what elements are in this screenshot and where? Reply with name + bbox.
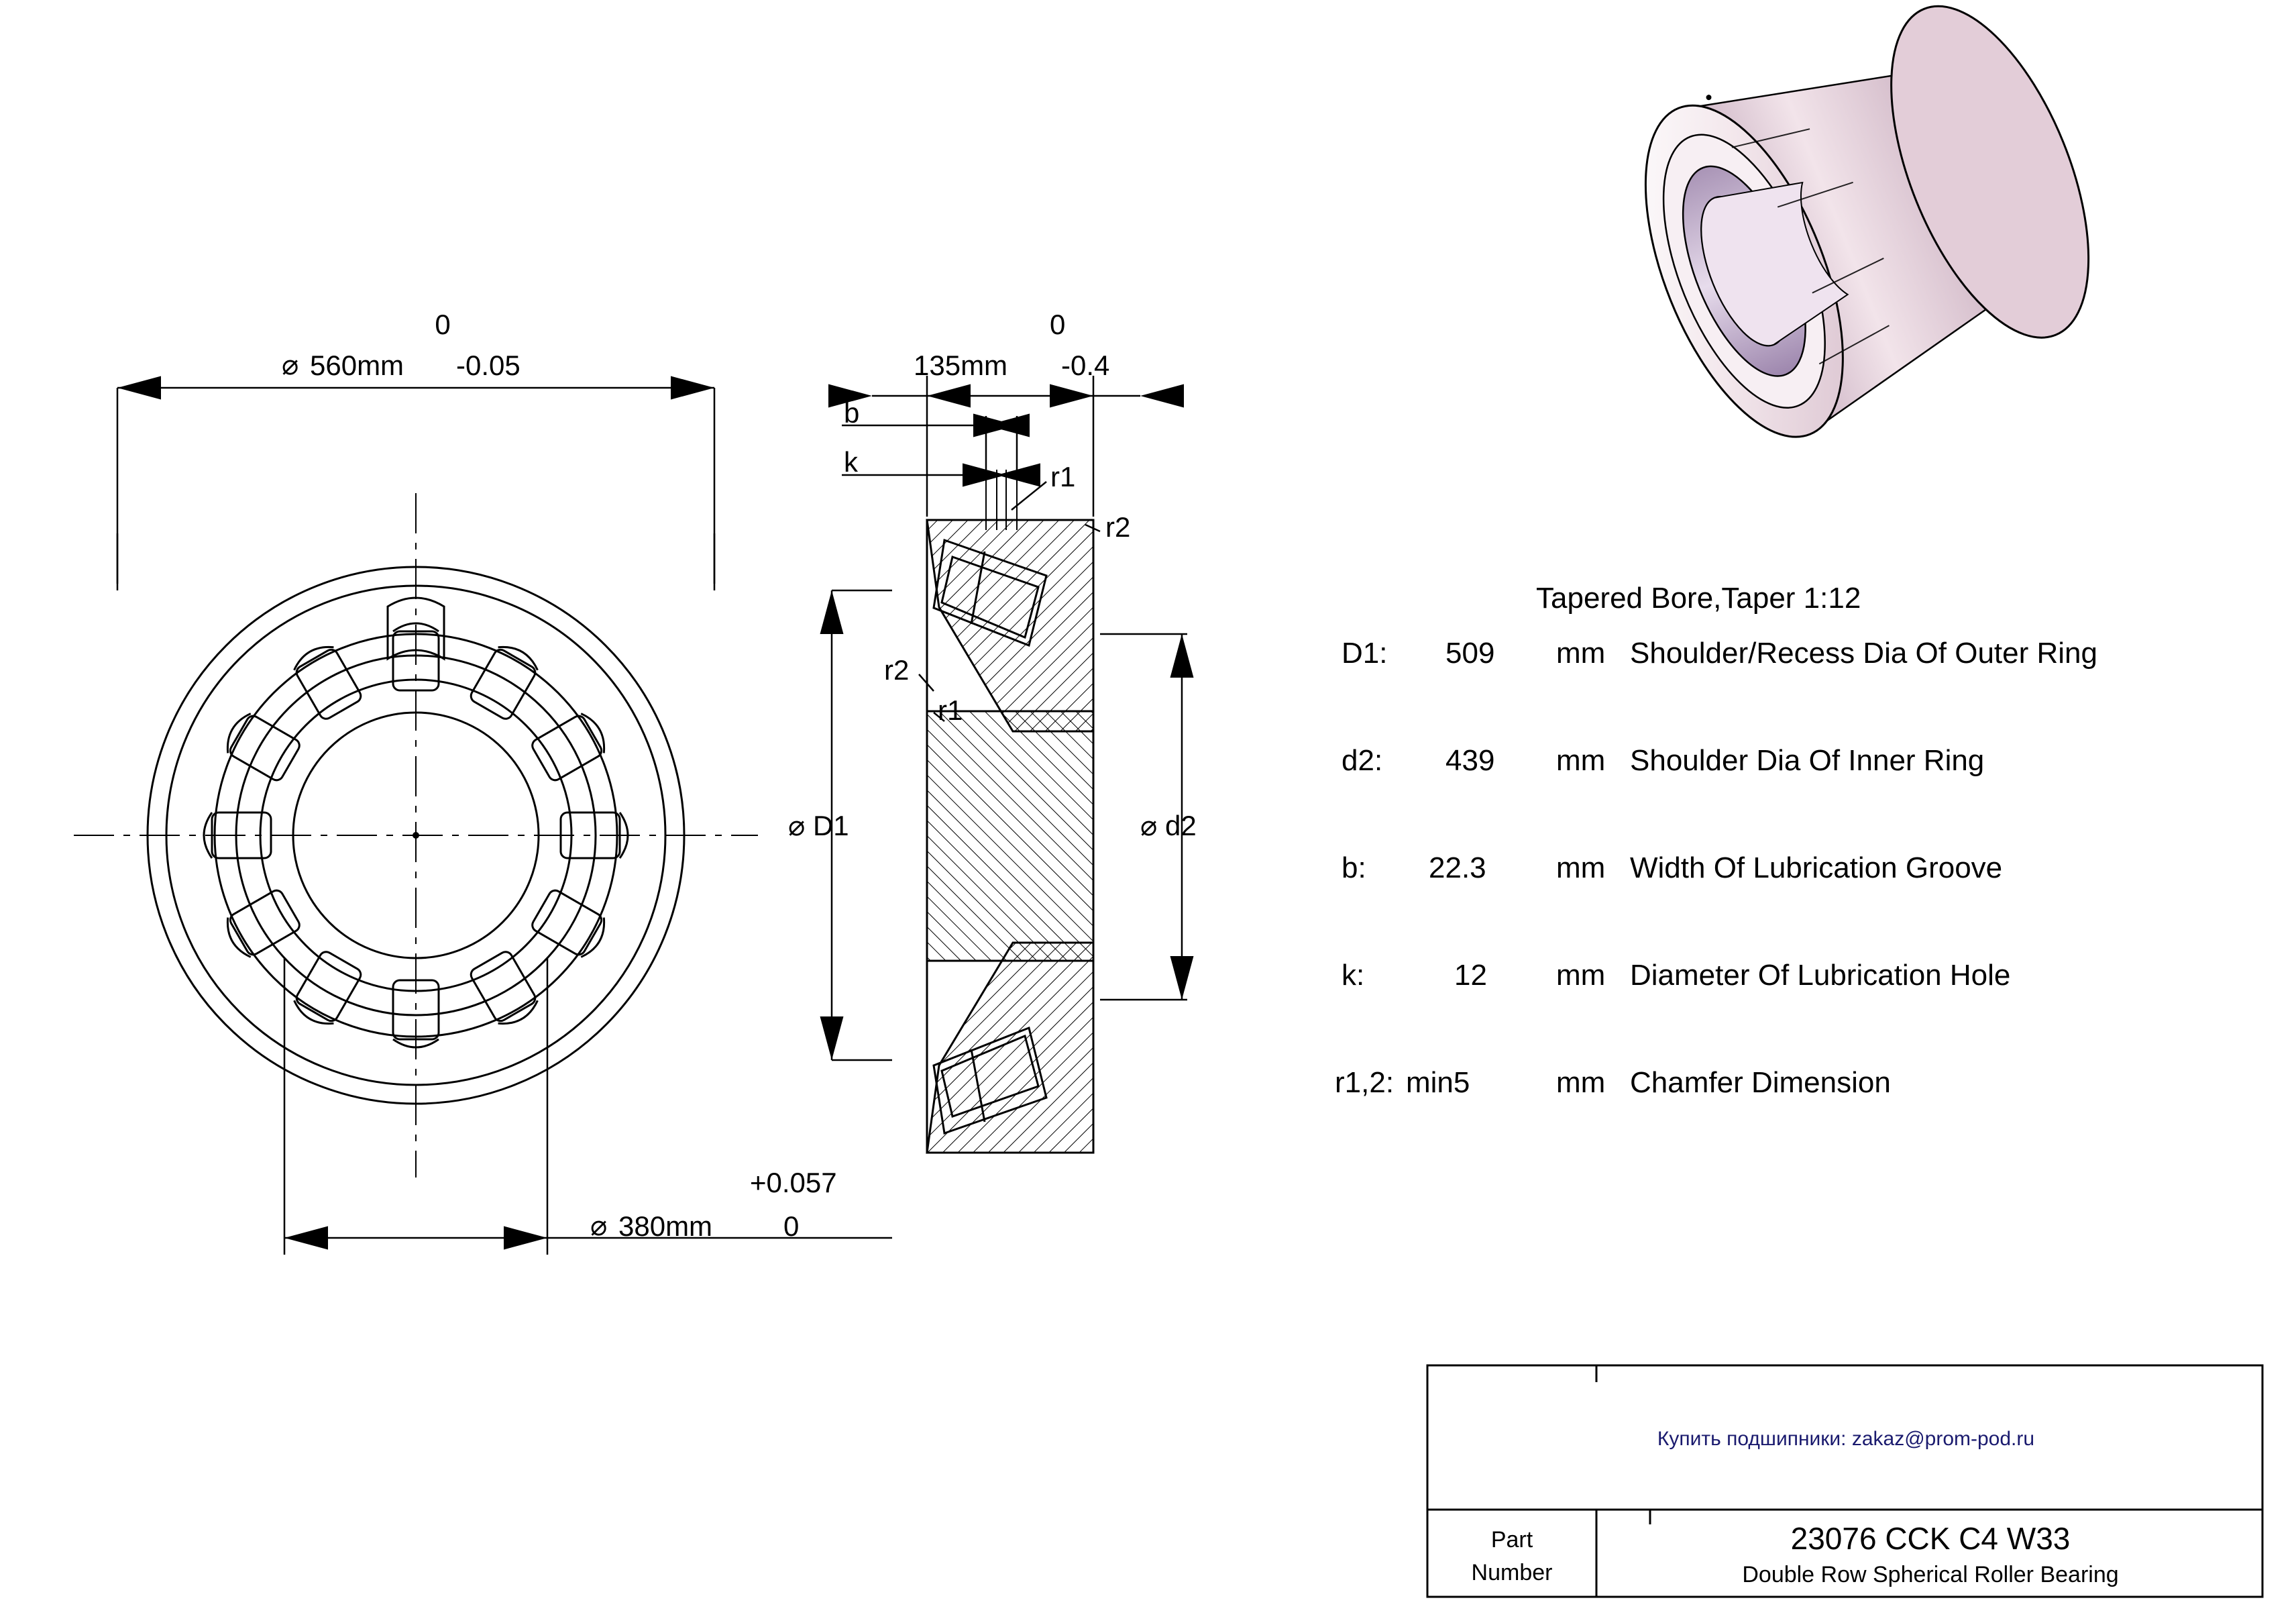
label-b: b xyxy=(844,397,860,429)
spec-value-1: 439 xyxy=(1445,744,1495,777)
section-view xyxy=(927,470,1093,1153)
label-r1-left: r1 xyxy=(938,694,963,726)
spec-unit-1: mm xyxy=(1556,744,1606,777)
spec-heading: Tapered Bore,Taper 1:12 xyxy=(1536,582,1861,615)
part-number: 23076 CCK C4 W33 xyxy=(1790,1521,2071,1556)
spec-symbol-1: d2: xyxy=(1342,744,1383,777)
spec-description-2: Width Of Lubrication Groove xyxy=(1630,851,2003,884)
spec-symbol-2: b: xyxy=(1342,851,1366,884)
dim-b xyxy=(842,416,1017,470)
contact-email: Купить подшипники: zakaz@prom-pod.ru xyxy=(1657,1428,2035,1450)
section-width-tol-upper: 0 xyxy=(1050,309,1066,340)
front-outer-diameter-symbol: ⌀ xyxy=(282,349,299,380)
spec-value-3: 12 xyxy=(1454,959,1487,992)
section-width-value: 135mm xyxy=(914,350,1008,381)
front-outer-dimension-value: 560mm xyxy=(310,350,404,381)
front-bore-diameter-symbol: ⌀ xyxy=(590,1210,608,1241)
front-bore-tol-upper: +0.057 xyxy=(750,1167,837,1198)
label-D1: ⌀ D1 xyxy=(788,810,849,841)
label-k: k xyxy=(844,446,858,478)
section-width-tol-lower: -0.4 xyxy=(1061,350,1110,381)
part-label-line2: Number xyxy=(1471,1560,1553,1585)
front-outer-tol-upper: 0 xyxy=(435,309,451,340)
label-r2-top: r2 xyxy=(1105,511,1131,543)
isometric-bearing-render xyxy=(1604,0,2129,464)
front-view xyxy=(74,493,758,1177)
spec-description-1: Shoulder Dia Of Inner Ring xyxy=(1630,744,1985,777)
spec-unit-0: mm xyxy=(1556,637,1606,670)
front-bore-dimension xyxy=(284,958,892,1255)
spec-unit-4: mm xyxy=(1556,1066,1606,1099)
spec-unit-3: mm xyxy=(1556,959,1606,992)
label-r2-left: r2 xyxy=(884,654,910,686)
front-bore-dimension-value: 380mm xyxy=(618,1210,713,1242)
spec-value-0: 509 xyxy=(1445,637,1495,670)
spec-description-4: Chamfer Dimension xyxy=(1630,1066,1891,1099)
spec-value-4: min5 xyxy=(1406,1066,1470,1099)
spec-description-0: Shoulder/Recess Dia Of Outer Ring xyxy=(1630,637,2097,670)
label-r1-top: r1 xyxy=(1050,461,1076,492)
spec-symbol-4: r1,2: xyxy=(1335,1066,1395,1099)
label-d2: ⌀ d2 xyxy=(1140,810,1197,841)
front-bore-tol-lower: 0 xyxy=(783,1210,800,1242)
front-outer-tol-lower: -0.05 xyxy=(456,350,521,381)
spec-symbol-0: D1: xyxy=(1342,637,1388,670)
part-label-line1: Part xyxy=(1490,1527,1533,1553)
part-description: Double Row Spherical Roller Bearing xyxy=(1742,1562,2119,1587)
spec-symbol-3: k: xyxy=(1342,959,1365,992)
spec-unit-2: mm xyxy=(1556,851,1606,884)
spec-value-2: 22.3 xyxy=(1429,851,1486,884)
spec-description-3: Diameter Of Lubrication Hole xyxy=(1630,959,2011,992)
